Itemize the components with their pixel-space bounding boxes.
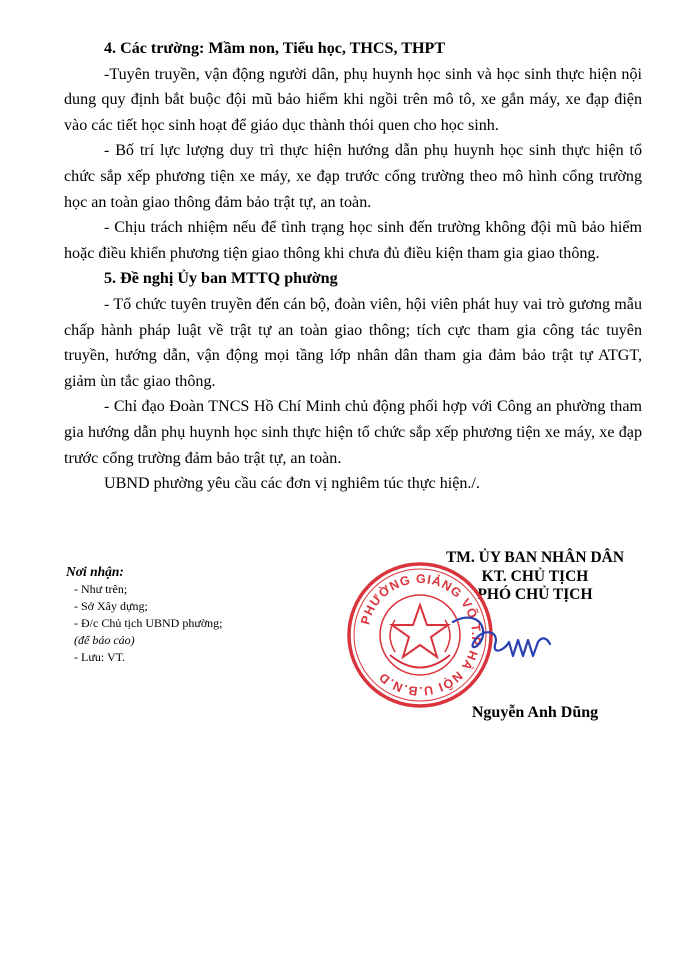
section-heading-4: 4. Các trường: Mầm non, Tiểu học, THCS, THPT [104, 40, 446, 57]
handwritten-signature-icon [445, 600, 565, 680]
recipient-item: - Đ/c Chủ tịch UBND phường; [74, 616, 223, 630]
section-heading-5: 5. Đề nghị Ủy ban MTTQ phường [104, 270, 338, 288]
closing-paragraph: UBND phường yêu cầu các đơn vị nghiêm túc thực hiện./. [104, 475, 480, 493]
signature-title-line-2: KT. CHỦ TỊCH [481, 567, 589, 585]
recipients-list [66, 563, 326, 666]
recipient-item: - Như trên; [74, 582, 128, 596]
paragraph: - Tổ chức tuyên truyền đến cán bộ, đoàn viên, hội viên phát huy vai trò gương mẫu chấp hành pháp luật về trật tự an toàn giao thông; tích cực tham gia công tác tuyên truyền, hướng dẫn, vận động mọi tầng lớp nhân dân tham gia đảm bảo trật tự ATGT, giảm ùn tắc giao thông. [64, 295, 642, 390]
recipients-title: Nơi nhận: [66, 564, 124, 579]
recipient-item: - Sở Xây dựng; [74, 599, 148, 613]
signature-title-line-1: TM. ỦY BAN NHÂN DÂN [445, 549, 625, 566]
signer-name: Nguyễn Anh Dũng [471, 704, 599, 721]
document-body [64, 36, 642, 497]
paragraph: - Chịu trách nhiệm nếu để tình trạng học sinh đến trường không đội mũ bảo hiểm hoặc điều khiển phương tiện giao thông khi chưa đủ điều kiện tham gia giao thông. [64, 219, 642, 262]
signature-title-line-3: PHÓ CHỦ TỊCH [477, 586, 593, 603]
recipient-note: (để báo cáo) [74, 633, 135, 647]
recipient-item: - Lưu: VT. [74, 650, 126, 664]
paragraph: - Bố trí lực lượng duy trì thực hiện hướng dẫn phụ huynh học sinh thực hiện tổ chức sắp xếp phương tiện xe máy, xe đạp trước cổng trường theo mô hình cổng trường học an toàn giao thông đảm bảo trật tự, an toàn. [64, 142, 642, 211]
svg-text:PHƯỜNG GIẢNG VÕ T.P HÀ NỘI U.B: PHƯỜNG GIẢNG VÕ T.P HÀ NỘI U.B.N.D [358, 571, 484, 699]
paragraph: - Chỉ đạo Đoàn TNCS Hồ Chí Minh chủ động phối hợp với Công an phường tham gia hướng dẫn phụ huynh học sinh thực hiện tổ chức sắp xếp phương tiện xe máy, xe đạp trước cổng trường đảm bảo trật tự, an toàn. [64, 398, 642, 467]
paragraph: -Tuyên truyền, vận động người dân, phụ huynh học sinh và học sinh thực hiện nội dung quy định bắt buộc đội mũ bảo hiểm khi ngồi trên mô tô, xe gắn máy, xe đạp điện vào các tiết học sinh hoạt để giáo dục thành thói quen cho học sinh. [64, 65, 642, 134]
